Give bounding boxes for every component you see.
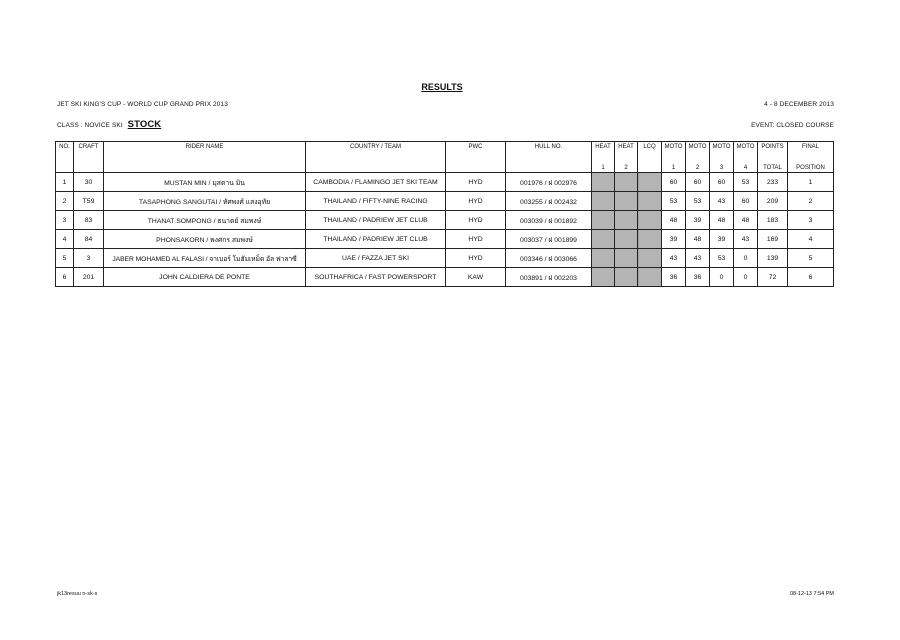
table-row [56,249,834,268]
cell-moto4: 60 [734,192,758,211]
cell-moto3: 43 [710,192,734,211]
cell-country: THAILAND / FIFTY-NINE RACING [306,192,446,211]
cell-hull: 003346 / ฝ 003066 [506,249,592,268]
cell-craft: 3 [74,249,104,268]
cell-moto1: 60 [662,173,686,192]
cell-no: 5 [56,249,74,268]
class-value: STOCK [127,119,162,130]
col-lcq: LCQ [638,142,662,173]
col-moto2: MOTO [686,142,710,159]
cell-heat2 [615,249,638,268]
cell-heat2 [615,230,638,249]
col-moto3: MOTO [710,142,734,159]
cell-heat2 [615,173,638,192]
cell-pwc: KAW [446,268,506,287]
cell-moto3: 48 [710,211,734,230]
col-heat1: HEAT [592,142,615,159]
col-moto2-num: 2 [686,158,710,173]
cell-moto4: 48 [734,211,758,230]
cell-pwc: HYD [446,211,506,230]
cell-lcq [638,192,662,211]
cell-hull: 003037 / ฝ 001899 [506,230,592,249]
cell-heat2 [615,192,638,211]
col-heat2-num: 2 [615,158,638,173]
cell-moto4: 0 [734,268,758,287]
table-row [56,230,834,249]
cell-moto2: 39 [686,211,710,230]
cell-country: UAE / FAZZA JET SKI [306,249,446,268]
cell-heat1 [592,268,615,287]
col-moto3-num: 3 [710,158,734,173]
cell-rider: THANAT SOMPONG / ธนาตย์ สมพงษ์ [104,211,306,230]
results-table [55,141,834,287]
cell-moto3: 39 [710,230,734,249]
cell-moto3: 60 [710,173,734,192]
col-moto4-num: 4 [734,158,758,173]
cell-rider: JOHN CALDIERA DE PONTE [104,268,306,287]
cell-country: THAILAND / PADRIEW JET CLUB [306,211,446,230]
cell-no: 4 [56,230,74,249]
cell-moto4: 53 [734,173,758,192]
footer-file-code: jk13resuu n-sk-s [57,591,98,597]
cell-lcq [638,268,662,287]
cell-moto2: 48 [686,230,710,249]
cell-moto1: 53 [662,192,686,211]
cell-pwc: HYD [446,230,506,249]
col-moto1-num: 1 [662,158,686,173]
col-heat1-num: 1 [592,158,615,173]
cell-craft: 84 [74,230,104,249]
cell-hull: 001976 / ฝ 002976 [506,173,592,192]
cell-moto4: 43 [734,230,758,249]
table-row [56,268,834,287]
col-moto1: MOTO [662,142,686,159]
cell-hull: 003255 / ฝ 002432 [506,192,592,211]
cell-no: 6 [56,268,74,287]
cell-moto3: 53 [710,249,734,268]
event-date: 4 - 8 DECEMBER 2013 [764,101,834,108]
cell-rider: JABER MOHAMED AL FALASI / จาเบอร์ โมฮัมเหม็ด อัล ฟาลาซี [104,249,306,268]
cell-craft: 201 [74,268,104,287]
header-row [56,142,834,159]
cell-moto1: 43 [662,249,686,268]
cell-craft: 83 [74,211,104,230]
cell-lcq [638,249,662,268]
col-rider: RIDER NAME [104,142,306,173]
col-points: POINTS [758,142,788,159]
col-hull: HULL NO. [506,142,592,173]
cell-no: 2 [56,192,74,211]
col-heat2: HEAT [615,142,638,159]
cell-points: 139 [758,249,788,268]
col-moto4: MOTO [734,142,758,159]
class-line [57,119,161,130]
cell-moto2: 60 [686,173,710,192]
cell-points: 233 [758,173,788,192]
table-row [56,173,834,192]
cell-lcq [638,230,662,249]
cell-moto2: 53 [686,192,710,211]
cell-moto3: 0 [710,268,734,287]
event-name: JET SKI KING'S CUP - WORLD CUP GRAND PRIX 2013 [57,101,228,108]
cell-points: 169 [758,230,788,249]
cell-hull: 003891 / ฝ 002203 [506,268,592,287]
cell-heat1 [592,249,615,268]
page-title: RESULTS [421,82,463,92]
table-row [56,192,834,211]
cell-craft: T59 [74,192,104,211]
cell-heat1 [592,230,615,249]
cell-heat2 [615,211,638,230]
cell-hull: 003039 / ฝ 001892 [506,211,592,230]
cell-final: 5 [788,249,834,268]
event-type: EVENT: CLOSED COURSE [751,122,834,129]
col-final-sub: POSITION [788,158,834,173]
cell-moto2: 36 [686,268,710,287]
col-points-sub: TOTAL [758,158,788,173]
col-pwc: PWC [446,142,506,173]
cell-lcq [638,211,662,230]
cell-country: CAMBODIA / FLAMINGO JET SKI TEAM [306,173,446,192]
cell-lcq [638,173,662,192]
cell-moto1: 36 [662,268,686,287]
cell-points: 183 [758,211,788,230]
cell-rider: TASAPHONG SANGUTAI / ทัศพงศ์ แสงอุทัย [104,192,306,211]
col-final: FINAL [788,142,834,159]
cell-points: 209 [758,192,788,211]
cell-rider: MUSTAN MIN / มุสตาน มิน [104,173,306,192]
cell-final: 4 [788,230,834,249]
cell-heat1 [592,173,615,192]
cell-heat2 [615,268,638,287]
cell-points: 72 [758,268,788,287]
cell-final: 1 [788,173,834,192]
cell-country: THAILAND / PADRIEW JET CLUB [306,230,446,249]
cell-rider: PHONSAKORN / พงศกร สมพงษ์ [104,230,306,249]
cell-moto4: 0 [734,249,758,268]
cell-heat1 [592,192,615,211]
cell-craft: 30 [74,173,104,192]
col-craft: CRAFT [74,142,104,173]
cell-pwc: HYD [446,173,506,192]
cell-moto1: 39 [662,230,686,249]
table-row [56,211,834,230]
cell-no: 3 [56,211,74,230]
footer-timestamp: 08-12-13 7:54 PM [789,591,834,597]
cell-final: 2 [788,192,834,211]
cell-heat1 [592,211,615,230]
cell-final: 6 [788,268,834,287]
cell-moto2: 43 [686,249,710,268]
col-country: COUNTRY / TEAM [306,142,446,173]
cell-country: SOUTHAFRICA / FAST POWERSPORT [306,268,446,287]
class-label: CLASS : NOVICE SKI [57,122,123,129]
cell-pwc: HYD [446,192,506,211]
cell-no: 1 [56,173,74,192]
col-no: NO. [56,142,74,173]
cell-moto1: 48 [662,211,686,230]
cell-final: 3 [788,211,834,230]
cell-pwc: HYD [446,249,506,268]
